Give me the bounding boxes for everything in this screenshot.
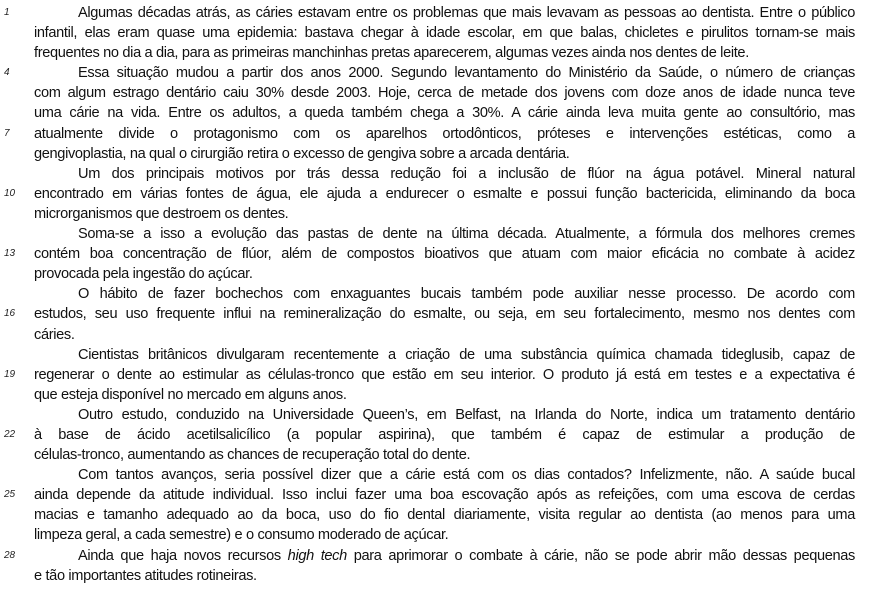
line-text: Com tantos avanços, seria possível dizer que a cárie está com os dias contados? Infelizmente, não. A saúde bucal bbox=[78, 467, 855, 484]
line-text: encontrado em várias fontes de água, ele ajuda a endurecer o esmalte e possui função bactericida, eliminando da boca bbox=[34, 185, 855, 202]
line-text: infantil, elas eram quase uma epidemia: bastava chegar à idade escolar, em que balas, chicletes e pirulitos tornam-se mais bbox=[34, 25, 855, 42]
text-line bbox=[0, 144, 872, 164]
text-line bbox=[0, 405, 872, 425]
line-text-part: para aprimorar o combate à cárie, não se pode abrir mão dessas pequenas bbox=[346, 547, 855, 564]
line-number: 28 bbox=[4, 549, 16, 561]
italic-term: high tech bbox=[287, 547, 347, 564]
line-number: 16 bbox=[4, 308, 16, 320]
text-line bbox=[0, 3, 872, 23]
article-text bbox=[0, 3, 872, 586]
line-number: 1 bbox=[4, 7, 10, 18]
line-text: à base de ácido acetilsalicílico (a popular aspirina), que também é capaz de estimular a produção de bbox=[34, 426, 855, 443]
text-line bbox=[0, 204, 872, 224]
line-number: 19 bbox=[4, 368, 16, 380]
line-text: Soma-se a isso a evolução das pastas de dente na última década. Atualmente, a fórmula dos melhores cremes bbox=[78, 226, 855, 243]
line-text: provocada pela ingestão do açúcar. bbox=[34, 266, 253, 283]
line-number: 25 bbox=[4, 489, 16, 501]
line-number: 10 bbox=[4, 187, 16, 199]
line-text: e tão importantes atitudes rotineiras. bbox=[34, 567, 257, 584]
line-number: 7 bbox=[4, 127, 10, 139]
line-text: atualmente divide o protagonismo com os aparelhos ortodônticos, próteses e intervenções estéticas, como a bbox=[34, 125, 855, 142]
line-text: regenerar o dente ao estimular as células-tronco que estão em seu interior. O produto já está em testes e a expectativa é bbox=[34, 366, 855, 383]
line-text: cáries. bbox=[34, 326, 75, 343]
line-text: O hábito de fazer bochechos com enxaguantes bucais também pode auxiliar nesse processo. De acordo com bbox=[78, 286, 855, 303]
line-text: gengivoplastia, na qual o cirurgião retira o excesso de gengiva sobre a arcada dentária. bbox=[34, 145, 570, 162]
text-line bbox=[0, 485, 872, 505]
text-line bbox=[0, 103, 872, 123]
line-text: frequentes no dia a dia, para as primeiras manchinhas pretas aparecerem, algumas vezes ainda nos dentes de leite. bbox=[34, 45, 749, 62]
text-line bbox=[0, 304, 872, 324]
line-text: células-tronco, aumentando as chances de recuperação total do dente. bbox=[34, 447, 471, 464]
text-line bbox=[0, 505, 872, 525]
line-number: 13 bbox=[4, 248, 16, 260]
line-text: ainda depende da atitude individual. Isso inclui fazer uma boa escovação após as refeições, com uma escova de cerdas bbox=[34, 487, 855, 504]
line-text-part: Ainda que haja novos recursos bbox=[78, 547, 288, 564]
text-line bbox=[0, 385, 872, 405]
line-number: 4 bbox=[4, 67, 10, 79]
line-text: microrganismos que destroem os dentes. bbox=[34, 205, 289, 222]
line-text: limpeza geral, a cada semestre) e o consumo moderado de açúcar. bbox=[34, 527, 449, 544]
text-line bbox=[0, 546, 872, 566]
line-text: que esteja disponível no mercado em alguns anos. bbox=[34, 386, 347, 403]
line-text: macias e tamanho adequado ao da boca, uso do fio dental diariamente, visita regular ao dentista (ao menos para uma bbox=[34, 507, 855, 524]
text-line bbox=[0, 284, 872, 304]
text-line bbox=[0, 465, 872, 485]
text-line bbox=[0, 224, 872, 244]
line-number: 22 bbox=[4, 428, 16, 440]
line-text: uma cárie na vida. Entre os adultos, a queda também chega a 30%. A cárie ainda leva muita gente ao consultório, mas bbox=[34, 105, 855, 122]
text-line bbox=[0, 184, 872, 204]
line-text: Cientistas britânicos divulgaram recentemente a criação de uma substância química chamada tideglusib, capaz de bbox=[78, 346, 855, 363]
text-line bbox=[0, 525, 872, 545]
line-text: Outro estudo, conduzido na Universidade Queen’s, em Belfast, na Irlanda do Norte, indica um tratamento dentário bbox=[78, 406, 855, 423]
text-line bbox=[0, 244, 872, 264]
text-line bbox=[0, 325, 872, 345]
line-text bbox=[78, 546, 855, 566]
text-line bbox=[0, 445, 872, 465]
text-line bbox=[0, 23, 872, 43]
text-line bbox=[0, 63, 872, 83]
text-line bbox=[0, 365, 872, 385]
text-line bbox=[0, 566, 872, 586]
line-text: com algum estrago dentário caiu 30% desde 2003. Hoje, cerca de metade dos jovens com doze anos de idade nunca teve bbox=[34, 85, 855, 102]
text-line bbox=[0, 345, 872, 365]
text-line bbox=[0, 425, 872, 445]
text-line bbox=[0, 164, 872, 184]
text-line bbox=[0, 83, 872, 103]
text-line bbox=[0, 264, 872, 284]
line-text: Essa situação mudou a partir dos anos 2000. Segundo levantamento do Ministério da Saúde, o número de crianças bbox=[78, 65, 855, 82]
line-text: contém boa concentração de flúor, além de compostos bioativos que atuam com maior eficácia no combate à acidez bbox=[34, 246, 855, 263]
text-line bbox=[0, 124, 872, 144]
line-text: Algumas décadas atrás, as cáries estavam entre os problemas que mais levavam as pessoas ao dentista. Entre o público bbox=[78, 5, 855, 21]
line-text: Um dos principais motivos por trás dessa redução foi a inclusão de flúor na água potável. Mineral natural bbox=[78, 165, 855, 182]
line-text: estudos, seu uso frequente influi na remineralização do esmalte, ou seja, em seu fortalecimento, mesmo nos dentes com bbox=[34, 306, 855, 323]
text-line bbox=[0, 43, 872, 63]
